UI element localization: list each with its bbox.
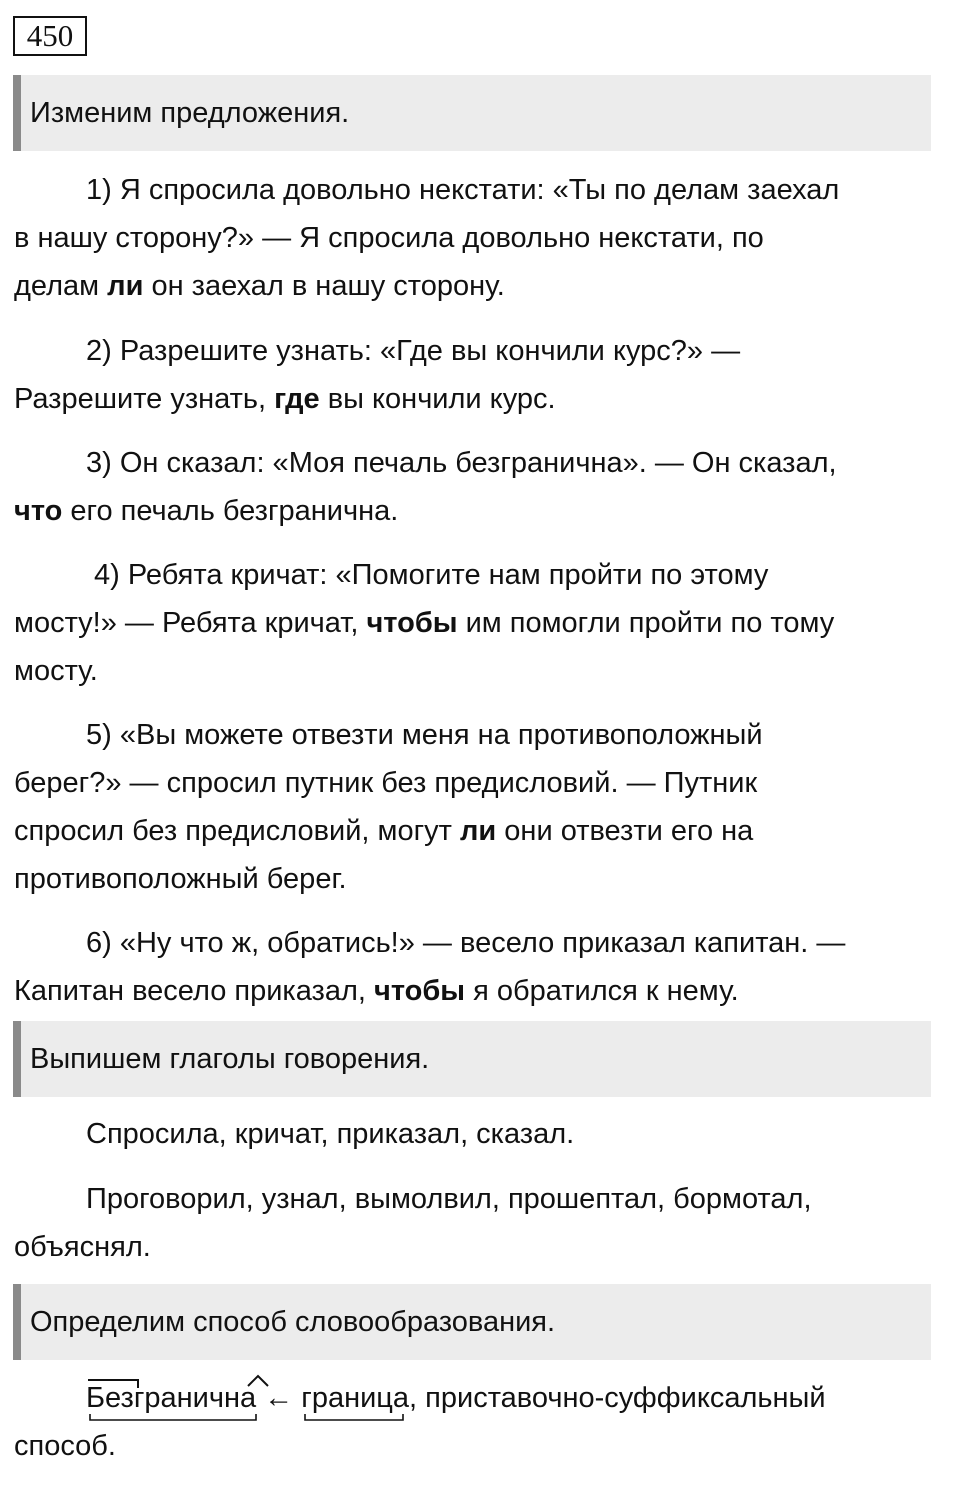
text-line: 3) Он сказал: «Моя печаль безгранична». — Он сказал,	[86, 447, 837, 479]
text-line: им помогли пройти по тому	[457, 607, 835, 639]
root-mark	[90, 1414, 256, 1420]
text-line: 4) Ребята кричат: «Помогите нам пройти по этому	[94, 559, 769, 591]
section-header-change-sentences: Изменим предложения.	[13, 75, 931, 151]
text-line: мосту.	[14, 655, 98, 687]
sentence-item-2	[14, 327, 944, 423]
bold-conjunction: ли	[107, 270, 144, 302]
root-word-mark	[301, 1374, 411, 1422]
text-line: 6) «Ну что ж, обратись!» — весело приказал капитан. —	[86, 927, 846, 959]
bold-conjunction: что	[14, 495, 63, 527]
exercise-number: 450	[13, 16, 87, 56]
sentence-item-5	[14, 711, 944, 903]
text-line: я обратился к нему.	[465, 975, 739, 1007]
text-line: 2) Разрешите узнать: «Где вы кончили курс?» —	[86, 335, 741, 367]
text-line: способ.	[14, 1430, 116, 1462]
text-line: делам	[14, 270, 108, 302]
text-line: они отвезти его на	[496, 815, 754, 847]
text-line: Капитан весело приказал,	[14, 975, 375, 1007]
analyzed-word: Безгранична	[86, 1382, 257, 1414]
text-line: объяснял.	[14, 1231, 151, 1263]
sentence-item-4	[14, 551, 944, 695]
section-header-word-formation: Определим способ словообразования.	[13, 1284, 931, 1360]
sentence-item-6	[14, 919, 944, 1015]
text-line: , приставочно-суффиксальный	[409, 1382, 826, 1414]
suffix-mark	[248, 1376, 268, 1386]
text-line: берег?» — спросил путник без предисловий. — Путник	[14, 767, 758, 799]
text-line: в нашу сторону?» — Я спросила довольно некстати, по	[14, 222, 764, 254]
section-header-speech-verbs: Выпишем глаголы говорения.	[13, 1021, 931, 1097]
root-mark	[305, 1414, 403, 1420]
speech-verbs-list	[14, 1110, 944, 1158]
text-line: спросил без предисловий, могут	[14, 815, 460, 847]
root-word-wrapper	[301, 1374, 409, 1422]
morpheme-marks	[86, 1374, 276, 1422]
text-line: 5) «Вы можете отвезти меня на противоположный	[86, 719, 763, 751]
morpheme-analyzed-word	[86, 1374, 256, 1422]
bold-conjunction: где	[274, 383, 320, 415]
text-line: Разрешите узнать,	[14, 383, 275, 415]
prefix-mark	[88, 1380, 138, 1388]
word-formation-analysis	[14, 1374, 944, 1470]
text-line: мосту!» — Ребята кричат,	[14, 607, 367, 639]
sentence-item-1	[14, 166, 944, 310]
text-line: Спросила, кричат, приказал, сказал.	[86, 1118, 575, 1150]
text-line: он заехал в нашу сторону.	[143, 270, 505, 302]
text-line: Проговорил, узнал, вымолвил, прошептал, бормотал,	[86, 1183, 812, 1215]
root-word: граница	[301, 1382, 410, 1414]
sentence-item-3	[14, 439, 944, 535]
speech-verbs-extra	[14, 1175, 944, 1271]
text-line: 1) Я спросила довольно некстати: «Ты по делам заехал	[86, 174, 840, 206]
text-line: противоположный берег.	[14, 863, 347, 895]
bold-conjunction: чтобы	[366, 607, 458, 639]
bold-conjunction: чтобы	[374, 975, 466, 1007]
derivation-arrow: ←	[256, 1382, 302, 1414]
text-line: его печаль безгранична.	[62, 495, 399, 527]
text-line: вы кончили курс.	[319, 383, 556, 415]
bold-conjunction: ли	[460, 815, 497, 847]
